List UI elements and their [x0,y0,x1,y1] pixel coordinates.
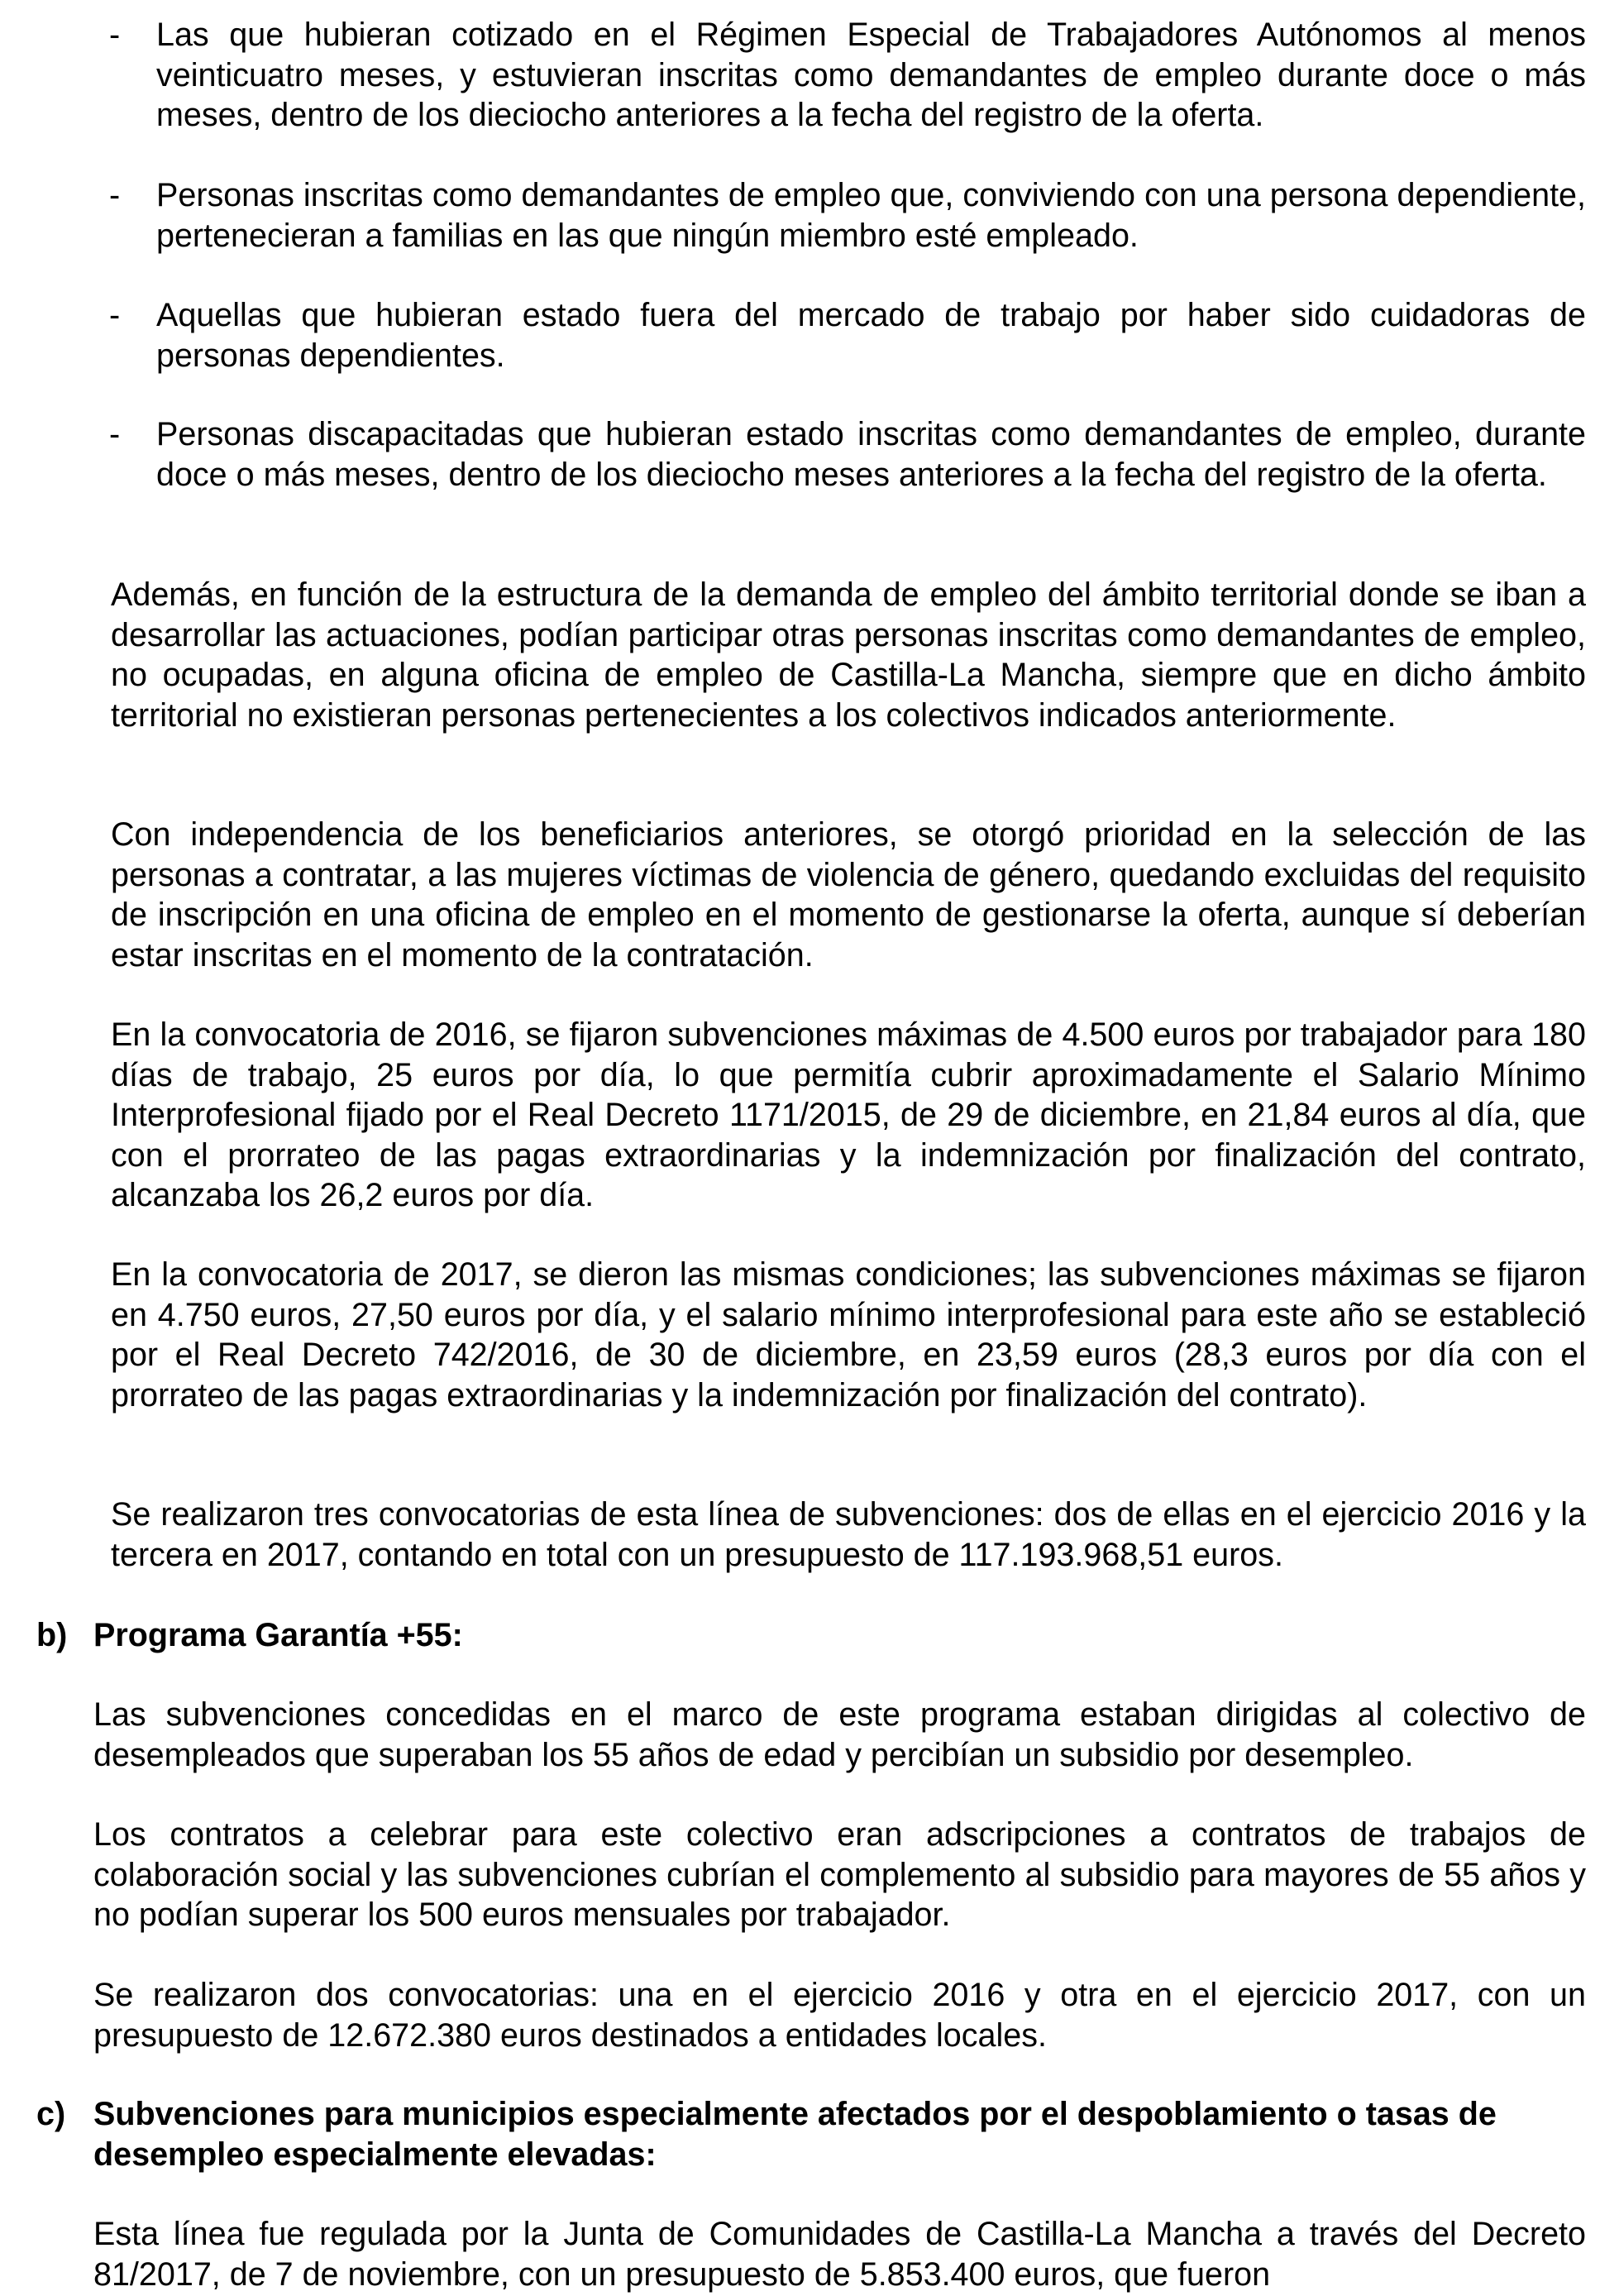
bullet-dash: - [109,297,121,333]
bullet-dash: - [109,416,121,452]
bullet-dash: - [109,177,121,213]
list-item [109,15,1586,136]
bullet-dash: - [109,17,121,53]
section-letter: c) [36,2096,66,2132]
paragraph: Se realizaron dos convocatorias: una en el ejercicio 2016 y otra en el ejercicio 2017, con un presupuesto de 12.672.380 euros destinados a entidades locales. [93,1977,1586,2054]
list-item-text: Aquellas que hubieran estado fuera del mercado de trabajo por haber sido cuidadoras de personas dependientes. [156,297,1586,374]
paragraph: Los contratos a celebrar para este colectivo eran adscripciones a contratos de trabajos de colaboración social y las subvenciones cubrían el complemento al subsidio para mayores de 55 años y no podían superar los 500 euros mensuales por trabajador. [93,1816,1586,1934]
paragraph: En la convocatoria de 2016, se fijaron subvenciones máximas de 4.500 euros por trabajador para 180 días de trabajo, 25 euros por día, lo que permitía cubrir aproximadamente el Salario Mínimo Interprofesional fijado por el Real Decreto 1171/2015, de 29 de diciembre, en 21,84 euros al día, que con el prorrateo de las pagas extraordinarias y la indemnización por finalización del contrato, alcanzaba los 26,2 euros por día. [111,1016,1586,1214]
list-item [109,414,1586,495]
paragraph: Se realizaron tres convocatorias de esta línea de subvenciones: dos de ellas en el ejercicio 2016 y la tercera en 2017, contando en total con un presupuesto de 117.193.968,51 euros. [111,1496,1586,1573]
list-item-text: Personas inscritas como demandantes de empleo que, conviviendo con una persona dependiente, pertenecieran a familias en las que ningún miembro esté empleado. [156,177,1586,254]
list-item [109,295,1586,375]
section-title: Subvenciones para municipios especialmente afectados por el despoblamiento o tasas de desempleo especialmente elevadas: [93,2096,1497,2173]
paragraph: En la convocatoria de 2017, se dieron las mismas condiciones; las subvenciones máximas se fijaron en 4.750 euros, 27,50 euros por día, y el salario mínimo interprofesional para este año se estableció por el Real Decreto 742/2016, de 30 de diciembre, en 23,59 euros (28,3 euros por día con el prorrateo de las pagas extraordinarias y la indemnización por finalización del contrato). [111,1256,1586,1413]
section-heading-b [36,1615,1586,1656]
list-item-text: Las que hubieran cotizado en el Régimen Especial de Trabajadores Autónomos al menos veinticuatro meses, y estuvieran inscritas como demandantes de empleo durante doce o más meses, dentro de los dieciocho anteriores a la fecha del registro de la oferta. [156,17,1586,134]
section-letter: b) [36,1617,68,1653]
list-item-text: Personas discapacitadas que hubieran estado inscritas como demandantes de empleo, durante doce o más meses, dentro de los dieciocho meses anteriores a la fecha del registro de la oferta. [156,416,1586,493]
paragraph: Además, en función de la estructura de la demanda de empleo del ámbito territorial donde se iban a desarrollar las actuaciones, podían participar otras personas inscritas como demandantes de empleo, no ocupadas, en alguna oficina de empleo de Castilla-La Mancha, siempre que en dicho ámbito territorial no existieran personas pertenecientes a los colectivos indicados anteriormente. [111,576,1586,734]
paragraph: Las subvenciones concedidas en el marco de este programa estaban dirigidas al colectivo de desempleados que superaban los 55 años de edad y percibían un subsidio por desempleo. [93,1696,1586,1773]
list-item [109,175,1586,256]
section-title: Programa Garantía +55: [93,1617,463,1653]
section-heading-c [36,2094,1586,2174]
paragraph: Con independencia de los beneficiarios anteriores, se otorgó prioridad en la selección de las personas a contratar, a las mujeres víctimas de violencia de género, quedando excluidas del requisito de inscripción en una oficina de empleo en el momento de gestionarse la oferta, aunque sí deberían estar inscritas en el momento de la contratación. [111,816,1586,973]
paragraph: Esta línea fue regulada por la Junta de Comunidades de Castilla-La Mancha a través del Decreto 81/2017, de 7 de noviembre, con un presupuesto de 5.853.400 euros, que fueron [93,2216,1586,2293]
